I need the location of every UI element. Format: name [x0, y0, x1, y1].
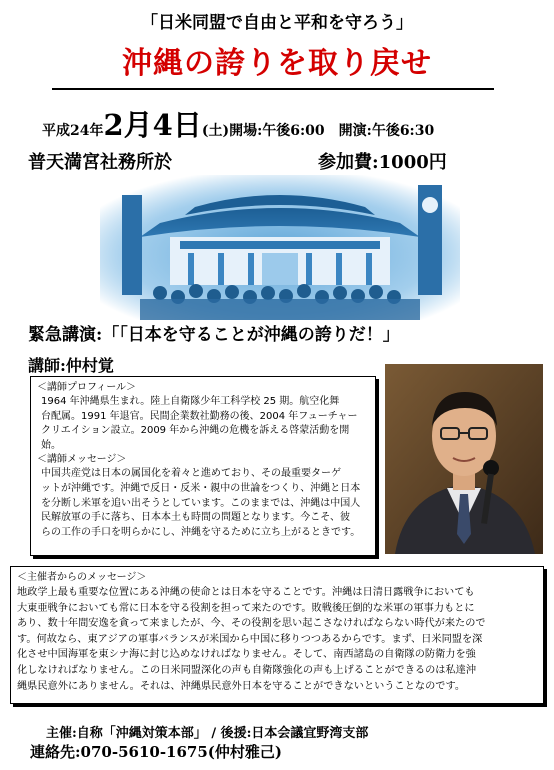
profile-heading: ＜講師プロフィール＞ [37, 382, 136, 393]
event-title: 沖縄の誇りを取り戻せ [122, 46, 432, 81]
lecturer-name: 講師:仲村覚 [28, 356, 114, 375]
lecturer-message-line: を分断し米軍を追い出そうとしています。このままでは、沖縄は中国人 [41, 497, 361, 509]
event-month-day: 2月4日 [103, 108, 202, 142]
contact-line: 連絡先:070-5610-1675(仲村雅己) [30, 743, 282, 761]
shrine-photo [100, 175, 460, 320]
lecturer-message-line: 中国共産党は日本の属国化を着々と進めており、その最重要ターゲ [41, 468, 341, 480]
organizer-message-text [17, 585, 537, 694]
lecturer-message-line: らの工作の手口を明らかにし、沖縄を守るために立ち上がるときです。 [41, 526, 361, 538]
event-times: 開場:午後6:00 開演:午後6:30 [229, 123, 435, 139]
sponsor-line: 主催:自称「沖縄対策本部」 / 後援:日本会議宜野湾支部 [46, 726, 369, 741]
organizer-message-line: 化させ中国海軍を東シナ海に封じ込めなければなりません。そして、南西諸島の自衛隊の防衛力を強 [17, 649, 476, 661]
profile-line: 1964 年沖縄県生まれ。陸上自衛隊少年工科学校 25 期。航空化舞 [41, 396, 340, 407]
organizer-message-line: 大東亜戦争においても常に日本を守る役割を担って来たのです。敗戦後圧倒的な米軍の軍事力もとに [17, 602, 475, 614]
lecturer-profile-box [30, 376, 376, 556]
lecture-title: 「「日本を守ることが沖縄の誇りだ！」 [102, 325, 400, 345]
event-date-row [42, 103, 434, 144]
header-divider [52, 88, 494, 90]
lecture-label: 緊急講演: [28, 325, 103, 345]
organizer-message-heading: ＜主催者からのメッセージ＞ [17, 572, 147, 583]
lecturer-message-line: ットが沖縄です。沖縄で反日・反米・親中の世論をつくり、沖縄と日本 [41, 482, 361, 494]
speaker-photo [385, 364, 543, 554]
event-era: 平成24年 [42, 123, 104, 139]
organizer-message-line: 地政学上最も重要な位置にある沖縄の使命とは日本を守ることです。沖縄は日清日露戦争においても [17, 587, 475, 598]
event-subtitle: 「日米同盟で自由と平和を守ろう」 [141, 13, 413, 33]
profile-line: クリエイション設立。2009 年から沖縄の危機を訴える啓蒙活動を開始。 [41, 425, 350, 451]
organizer-message-box [10, 566, 544, 704]
organizer-message-line: 縄県民意外にありません。それは、沖縄県民意外日本を守ることができないということなのです。 [17, 680, 466, 692]
organizer-message-line: 化しなければなりません。この日米同盟深化の声も自衛隊強化の声も上げることができるのは私達沖 [17, 664, 477, 676]
profile-text [37, 395, 369, 453]
event-weekday: (土) [201, 123, 230, 139]
event-fee: 参加費:1000円 [318, 152, 447, 173]
organizer-message-line: あり、数十年間安逸を貪って来ましたが、今、その役割を思い起こさなければならない時代が来たので [17, 618, 486, 630]
lecture-heading [28, 320, 400, 345]
organizer-message-line: す。何故なら、東アジアの軍事バランスが米国から中国に移りつつあるからです。まず、日米同盟を深 [17, 633, 483, 645]
profile-line: 台配属。1991 年退官。民間企業数社勤務の後、2004 年フューチャー [41, 410, 358, 422]
lecturer-message-heading: ＜講師メッセージ＞ [37, 454, 127, 466]
lecturer-message-text [37, 467, 369, 540]
lecturer-message-line: 民解放軍の手に落ち、日本本土も時間の問題となります。今こそ、彼 [41, 512, 350, 524]
event-venue: 普天満宮社務所於 [28, 152, 172, 173]
